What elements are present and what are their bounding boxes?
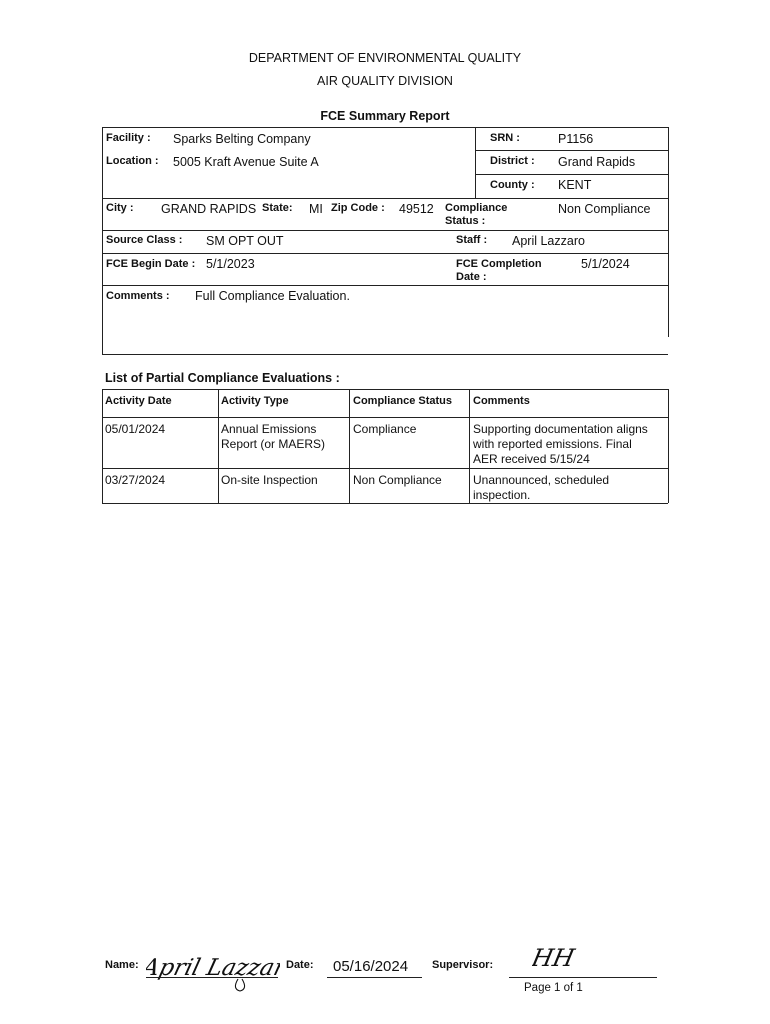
- source-class-label: Source Class :: [106, 234, 183, 246]
- comments-label: Comments :: [106, 290, 170, 302]
- county-label: County :: [490, 179, 535, 191]
- name-label: Name:: [105, 959, 139, 971]
- source-class-value: SM OPT OUT: [206, 234, 284, 248]
- date-value: 05/16/2024: [333, 958, 409, 975]
- date-label: Date:: [286, 959, 314, 971]
- district-value: Grand Rapids: [558, 155, 636, 169]
- col-comments: Comments: [473, 395, 530, 407]
- row-status: Non Compliance: [353, 473, 442, 487]
- location-label: Location :: [106, 155, 159, 167]
- supervisor-label: Supervisor:: [432, 959, 494, 971]
- compliance-value: Non Compliance: [558, 202, 651, 216]
- fce-begin-value: 5/1/2023: [206, 257, 255, 271]
- facility-value: Sparks Belting Company: [173, 132, 311, 146]
- city-value: GRAND RAPIDS: [161, 202, 257, 216]
- comments-value: Full Compliance Evaluation.: [195, 289, 350, 303]
- zip-label: Zip Code :: [331, 202, 385, 214]
- row-comment: Unannounced, scheduled: [473, 473, 610, 487]
- row-type: Annual Emissions: [221, 422, 317, 436]
- staff-label: Staff :: [456, 234, 488, 246]
- name-signature: [146, 947, 280, 998]
- row-comment-line2: with reported emissions. Final: [473, 437, 632, 451]
- county-value: KENT: [558, 178, 592, 192]
- col-activity-type: Activity Type: [221, 395, 289, 407]
- row-status: Compliance: [353, 422, 417, 436]
- name-signature-text: April Lazzaro: [146, 953, 280, 981]
- srn-value: P1156: [558, 132, 594, 146]
- col-activity-date: Activity Date: [105, 395, 172, 407]
- supervisor-underline: [509, 977, 657, 978]
- division-title: AIR QUALITY DIVISION: [317, 74, 453, 88]
- row-type: On-site Inspection: [221, 473, 318, 487]
- compliance-label: Compliance: [445, 202, 508, 214]
- fce-completion-label: FCE Completion: [456, 258, 542, 270]
- location-value: 5005 Kraft Avenue Suite A: [173, 155, 319, 169]
- name-underline: [146, 977, 278, 978]
- city-label: City :: [106, 202, 134, 214]
- row-comment-line3: AER received 5/15/24: [473, 452, 590, 466]
- row-comment-line2: inspection.: [473, 488, 531, 502]
- department-title: DEPARTMENT OF ENVIRONMENTAL QUALITY: [248, 51, 522, 65]
- row-type-line2: Report (or MAERS): [221, 437, 326, 451]
- date-underline: [327, 977, 422, 978]
- report-title: FCE Summary Report: [320, 109, 450, 123]
- pce-title: List of Partial Compliance Evaluations :: [105, 371, 340, 385]
- zip-value: 49512: [399, 202, 434, 216]
- supervisor-signature-text: HH: [532, 943, 578, 972]
- srn-label: SRN :: [490, 132, 520, 144]
- supervisor-signature: [532, 940, 582, 979]
- fce-begin-label: FCE Begin Date :: [106, 258, 196, 270]
- fce-completion-value: 5/1/2024: [581, 257, 630, 271]
- row-date: 03/27/2024: [105, 473, 166, 487]
- fce-completion-label-2: Date :: [456, 271, 487, 283]
- page-number: Page 1 of 1: [524, 982, 583, 994]
- row-comment: Supporting documentation aligns: [473, 422, 648, 436]
- row-date: 05/01/2024: [105, 422, 166, 436]
- col-compliance-status: Compliance Status: [353, 395, 453, 407]
- staff-value: April Lazzaro: [512, 234, 585, 248]
- compliance-label-2: Status :: [445, 215, 486, 227]
- district-label: District :: [490, 155, 535, 167]
- facility-label: Facility :: [106, 132, 151, 144]
- state-value: MI: [309, 202, 323, 216]
- state-label: State:: [262, 202, 293, 214]
